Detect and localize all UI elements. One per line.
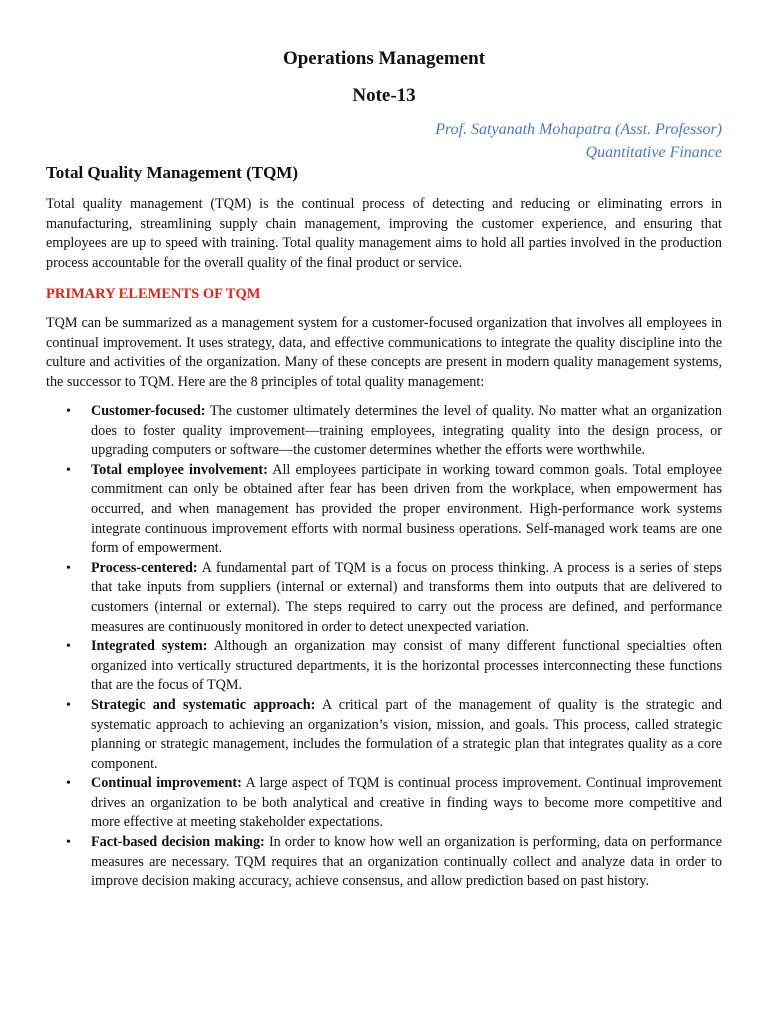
- principle-name: Customer-focused:: [91, 403, 206, 419]
- principle-text: A large aspect of TQM is continual process improvement. Continual improvement drives an organization to be both analytical and creative in finding ways to become more competitive and more effective at meeting stakeholder expectations.: [91, 775, 723, 831]
- primary-elements-heading: PRIMARY ELEMENTS OF TQM: [46, 286, 261, 302]
- document-title: Operations Management: [282, 48, 486, 69]
- list-item: [66, 461, 722, 559]
- principle-name: Process-centered:: [91, 559, 198, 576]
- principle-name: Fact-based decision making:: [91, 834, 265, 851]
- principle-text: Although an organization may consist of many different functional specialties often organized into vertically structured departments, it is the horizontal processes interconnecting these functions that are the focus of TQM.: [91, 638, 723, 694]
- author-name: Prof. Satyanath Mohapatra (Asst. Professor): [435, 121, 722, 138]
- principle-text: A critical part of the management of quality is the strategic and systematic approach to achieving an organization’s vision, mission, and goals. This process, called strategic planning or strategic management, includes the formulation of a strategic plan that integrates quality as a core component.: [91, 696, 722, 772]
- principle-name: Strategic and systematic approach:: [91, 696, 316, 713]
- principle-text: All employees participate in working toward common goals. Total employee commitment can only be obtained after fear has been driven from the workplace, when empowerment has occurred, and when management has provided the proper environment. High-performance work systems integrate continuous improvement efforts with normal business operations. Self-managed work teams are one form of empowerment.: [91, 461, 722, 557]
- list-item: [66, 559, 722, 637]
- principle-name: Continual improvement:: [91, 775, 242, 792]
- list-item: [66, 833, 723, 892]
- elements-paragraph: TQM can be summarized as a management system for a customer-focused organization that involves all employees in continual improvement. It uses strategy, data, and effective communications to integrate the quality discipline into the culture and activities of the organization. Many of these concepts are present in modern quality management systems, the successor to TQM. Here are the 8 principles of total quality management:: [46, 315, 722, 390]
- bullet-icon: •: [66, 560, 71, 576]
- principle-text: A fundamental part of TQM is a focus on process thinking. A process is a series of steps that take inputs from suppliers (internal or external) and transforms them into outputs that are delivered to customers (internal or external). The steps required to carry out the process are defined, and performance measures are continuously monitored in order to detect unexpected variation.: [91, 559, 722, 635]
- bullet-icon: •: [66, 404, 71, 419]
- note-number: Note-13: [352, 85, 416, 106]
- section-heading: Total Quality Management (TQM): [46, 163, 298, 182]
- list-item: [66, 696, 722, 774]
- principle-name: Integrated system:: [91, 638, 208, 655]
- list-item: [66, 637, 723, 696]
- list-item: [66, 774, 723, 833]
- principle-name: Total employee involvement:: [91, 461, 268, 478]
- bullet-icon: •: [66, 835, 71, 851]
- intro-paragraph: Total quality management (TQM) is the continual process of detecting and reducing or eliminating errors in manufacturing, streamlining supply chain management, improving the customer experience, and ensuring that employees are up to speed with training. Total quality management aims to hold all parties involved in the production process accountable for the overall quality of the final product or service.: [46, 196, 722, 271]
- principles-list: [0, 402, 768, 892]
- list-item: [66, 402, 722, 461]
- principle-text: The customer ultimately determines the level of quality. No matter what an organization does to foster quality improvement—training employees, integrating quality into the design process, or upgrading computers or software—the customer determines whether the efforts were worthwhile.: [91, 403, 722, 459]
- principle-text: In order to know how well an organization is performing, data on performance measures are necessary. TQM requires that an organization continually collect and analyze data in order to improve decision making accuracy, achieve consensus, and allow prediction based on past history.: [91, 834, 723, 890]
- bullet-icon: •: [66, 776, 71, 792]
- bullet-icon: •: [66, 462, 71, 478]
- bullet-icon: •: [66, 639, 71, 655]
- author-department: Quantitative Finance: [585, 144, 722, 161]
- bullet-icon: •: [66, 697, 71, 713]
